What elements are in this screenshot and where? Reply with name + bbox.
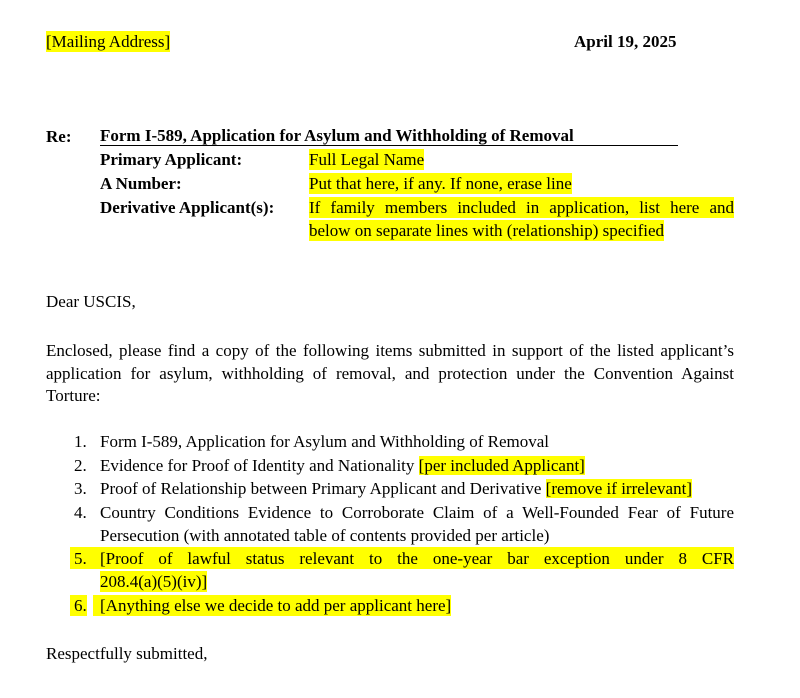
intro-line-2: application for asylum, withholding of removal, and protection under the Convention Against <box>46 364 734 383</box>
list-item-text-line-2: Persecution (with annotated table of contents provided per article) <box>100 526 550 545</box>
list-item-note: [per included Applicant] <box>418 456 585 475</box>
re-label: Re: <box>46 127 72 146</box>
list-item-number: 5. <box>74 549 87 568</box>
list-item-number: 3. <box>74 479 87 498</box>
list-item-number: 1. <box>74 432 87 451</box>
mailing-address-placeholder: [Mailing Address] <box>46 32 171 51</box>
a-number-label: A Number: <box>100 174 182 193</box>
derivative-applicants-value-line1: If family members included in application, list here and <box>309 198 734 217</box>
derivative-applicants-label: Derivative Applicant(s): <box>100 198 275 217</box>
a-number-value: Put that here, if any. If none, erase line <box>309 174 572 193</box>
list-item-text-line-1: [Proof of lawful status relevant to the one-year bar exception under 8 CFR <box>100 549 734 568</box>
list-item-main-text: Evidence for Proof of Identity and Nationality <box>100 456 415 475</box>
derivative-applicants-value-line2: below on separate lines with (relationship) specified <box>309 221 664 240</box>
list-item-text-line-2: 208.4(a)(5)(iv)] <box>100 572 208 591</box>
list-item-text: Form I-589, Application for Asylum and Withholding of Removal <box>100 432 549 451</box>
intro-line-1: Enclosed, please find a copy of the following items submitted in support of the listed applicant’s <box>46 341 734 360</box>
list-item-main-text: Proof of Relationship between Primary Applicant and Derivative <box>100 479 542 498</box>
list-item-note: [remove if irrelevant] <box>545 479 692 498</box>
re-subject: Form I-589, Application for Asylum and Withholding of Removal <box>100 126 678 146</box>
list-item-text <box>100 478 692 499</box>
list-item-text <box>100 455 585 476</box>
list-item-number: 6. <box>70 595 87 616</box>
salutation: Dear USCIS, <box>46 292 136 311</box>
list-item-text: [Anything else we decide to add per applicant here] <box>93 595 451 616</box>
closing: Respectfully submitted, <box>46 644 208 663</box>
primary-applicant-label: Primary Applicant: <box>100 150 243 169</box>
intro-line-3: Torture: <box>46 386 101 405</box>
primary-applicant-value: Full Legal Name <box>309 150 425 169</box>
list-item-number: 4. <box>74 503 87 522</box>
list-item-number: 2. <box>74 456 87 475</box>
list-item-text-line-1: Country Conditions Evidence to Corroborate Claim of a Well-Founded Fear of Future <box>100 503 734 522</box>
letter-date: April 19, 2025 <box>574 32 677 51</box>
